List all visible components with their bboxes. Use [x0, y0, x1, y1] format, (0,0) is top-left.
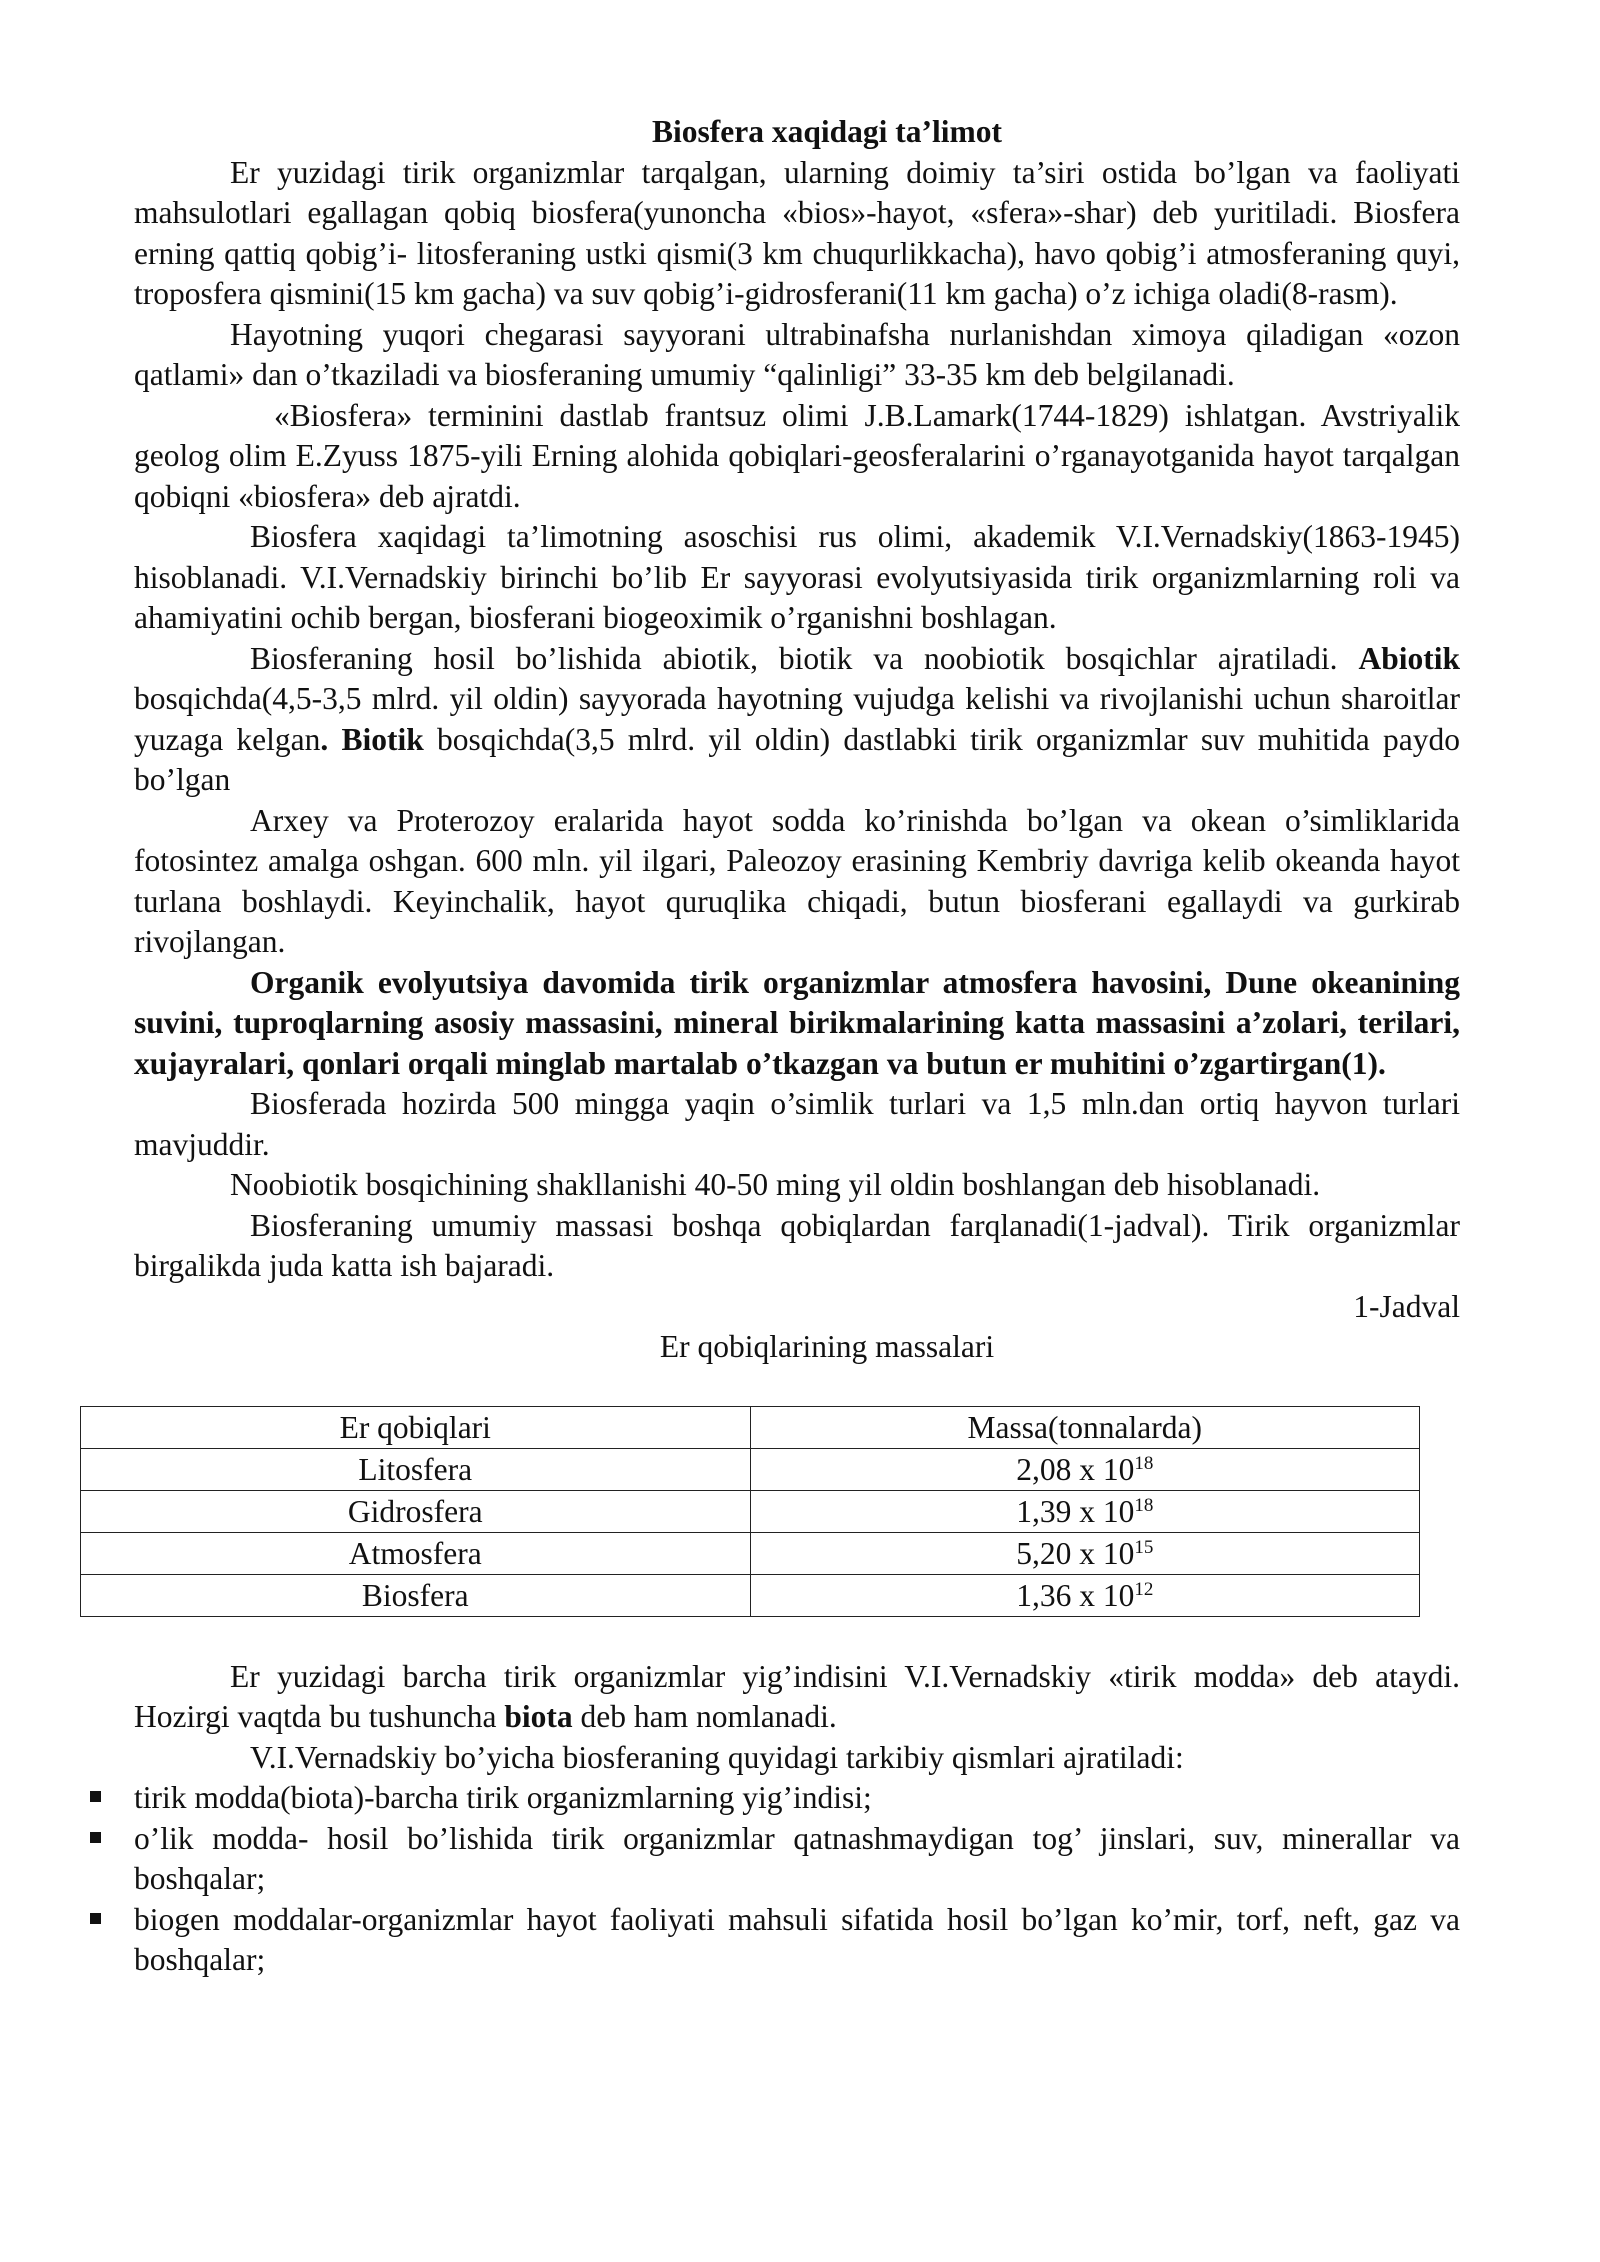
- paragraph-12: V.I.Vernadskiy bo’yicha biosferaning quyidagi tarkibiy qismlari ajratiladi:: [250, 1739, 1184, 1775]
- table-cell-mass: [750, 1448, 1420, 1490]
- table-cell-name: Atmosfera: [81, 1532, 751, 1574]
- mass-base: 5,20 x 10: [1016, 1535, 1135, 1571]
- p7-bold-text: Organik evolyutsiya davomida tirik organizmlar atmosfera havosini, Dune okeanining suvini, tuproqlarning asosiy massasini, mineral birikmalarining katta massasini a’zolari, terilari, xujayralari, qonlari orqali minglab martalab o’tkazgan va butun er muhitini o’zgartirgan(1).: [134, 964, 1460, 1081]
- square-bullet-icon: [90, 1913, 101, 1924]
- square-bullet-icon: [90, 1832, 101, 1843]
- square-bullet-icon: [90, 1791, 101, 1802]
- table-row: [81, 1490, 1420, 1532]
- p5-biotik-term: . Biotik: [320, 721, 424, 757]
- table-cell-name: Litosfera: [81, 1448, 751, 1490]
- paragraph-11: [134, 1657, 1460, 1738]
- mass-exponent: 12: [1134, 1578, 1154, 1600]
- paragraph-1: Er yuzidagi tirik organizmlar tarqalgan, ularning doimiy ta’siri ostida bo’lgan va faoliyati mahsulotlari egallagan qobiq biosfera(yunoncha «bios»-hayot, «sfera»-shar) deb yuritiladi. Biosfera erning qattiq qobig’i- litosferaning ustki qismi(3 km chuqurlikkacha), havo qobig’i atmosferaning quyi, troposfera qismini(15 km gacha) va suv qobig’i-gidrosferani(11 km gacha) o’z ichiga oladi(8-rasm).: [134, 154, 1460, 311]
- table-cell-mass: [750, 1490, 1420, 1532]
- paragraph-4: Biosfera xaqidagi ta’limotning asoschisi rus olimi, akademik V.I.Vernadskiy(1863-1945) hisoblanadi. V.I.Vernadskiy birinchi bo’lib Er sayyorasi evolyutsiyasida tirik organizmlarning roli va ahamiyatini ochib bergan, biosferani biogeoximik o’rganishni boshlagan.: [134, 519, 1460, 635]
- paragraph-3: «Biosfera» terminini dastlab frantsuz olimi J.B.Lamark(1744-1829) ishlatgan. Avstriyalik geolog olim E.Zyuss 1875-yili Erning alohida qobiqlari-geosferalarini o’rganayotganida hayot tarqalgan qobiqni «biosfera» deb ajratdi.: [134, 397, 1460, 514]
- mass-exponent: 18: [1134, 1494, 1154, 1516]
- paragraph-5: [134, 639, 1460, 801]
- masses-table: [80, 1406, 1420, 1617]
- table-cell-name: Biosfera: [81, 1574, 751, 1616]
- table-cell-mass: [750, 1574, 1420, 1616]
- mass-base: 2,08 x 10: [1016, 1451, 1135, 1487]
- components-list: [134, 1778, 1460, 1981]
- table-row: [81, 1448, 1420, 1490]
- p11-text-a: Er yuzidagi barcha tirik organizmlar yig’indisini V.I.Vernadskiy «tirik modda» deb ataydi. Hozirgi vaqtda bu tushuncha: [134, 1658, 1460, 1734]
- mass-base: 1,39 x 10: [1016, 1493, 1135, 1529]
- list-item: [134, 1819, 1460, 1900]
- paragraph-9: Noobiotik bosqichining shakllanishi 40-50 ming yil oldin boshlangan deb hisoblanadi.: [230, 1167, 1321, 1202]
- paragraph-8: Biosferada hozirda 500 mingga yaqin o’simlik turlari va 1,5 mln.dan ortiq hayvon turlari mavjuddir.: [134, 1086, 1460, 1162]
- list-item-text: biogen moddalar-organizmlar hayot faoliyati mahsuli sifatida hosil bo’lgan ko’mir, torf, neft, gaz va boshqalar;: [134, 1901, 1460, 1977]
- p5-abiotik-term: Abiotik: [1358, 640, 1460, 676]
- table-label: 1-Jadval: [1353, 1288, 1460, 1324]
- table-cell-mass: [750, 1532, 1420, 1574]
- list-item-text: o’lik modda- hosil bo’lishida tirik organizmlar qatnashmaydigan tog’ jinslari, suv, minerallar va boshqalar;: [134, 1820, 1460, 1896]
- p5-text-e: bosqichda(3,5 mlrd. yil oldin) dastlabki tirik organizmlar suv muhitida paydo bo’lgan: [134, 721, 1460, 797]
- paragraph-10: Biosferaning umumiy massasi boshqa qobiqlardan farqlanadi(1-jadval). Tirik organizmlar birgalikda juda katta ish bajaradi.: [134, 1207, 1460, 1283]
- table-caption: Er qobiqlarining massalari: [659, 1329, 995, 1364]
- table-header-cell: Massa(tonnalarda): [750, 1406, 1420, 1448]
- paragraph-2: Hayotning yuqori chegarasi sayyorani ultrabinafsha nurlanishdan ximoya qiladigan «ozon qatlami» dan o’tkaziladi va biosferaning umumiy “qalinligi” 33-35 km deb belgilanadi.: [134, 316, 1460, 392]
- spacer: [134, 1617, 1460, 1657]
- page-title: Biosfera xaqidagi ta’limot: [652, 114, 1002, 149]
- table-row: [81, 1574, 1420, 1616]
- mass-exponent: 15: [1134, 1536, 1154, 1558]
- p5-text-a: Biosferaning hosil bo’lishida abiotik, biotik va noobiotik bosqichlar ajratiladi.: [250, 640, 1338, 676]
- p11-text-c: deb ham nomlanadi.: [572, 1699, 837, 1734]
- p11-biota-term: biota: [504, 1699, 573, 1734]
- list-item: [134, 1900, 1460, 1981]
- table-header-cell: Er qobiqlari: [81, 1406, 751, 1448]
- list-item-text: tirik modda(biota)-barcha tirik organizmlarning yig’indisi;: [134, 1780, 872, 1815]
- paragraph-6: Arxey va Proterozoy eralarida hayot sodda ko’rinishda bo’lgan va okean o’simliklarida fotosintez amalga oshgan. 600 mln. yil ilgari, Paleozoy erasining Kembriy davriga kelib okeanda hayot turlana boshlaydi. Keyinchalik, hayot quruqlika chiqadi, butun biosferani egallaydi va gurkirab rivojlangan.: [134, 802, 1460, 959]
- paragraph-7: [134, 963, 1460, 1085]
- table-row: [81, 1532, 1420, 1574]
- p5-text-c: bosqichda(4,5-3,5 mlrd. yil oldin) sayyorada hayotning vujudga kelishi va rivojlanishi uchun sharoitlar yuzaga kelgan: [134, 681, 1460, 757]
- mass-base: 1,36 x 10: [1016, 1577, 1135, 1613]
- list-item: [134, 1778, 1460, 1819]
- table-header-row: [81, 1406, 1420, 1448]
- table-cell-name: Gidrosfera: [81, 1490, 751, 1532]
- table-container: [80, 1406, 1420, 1617]
- mass-exponent: 18: [1134, 1452, 1154, 1474]
